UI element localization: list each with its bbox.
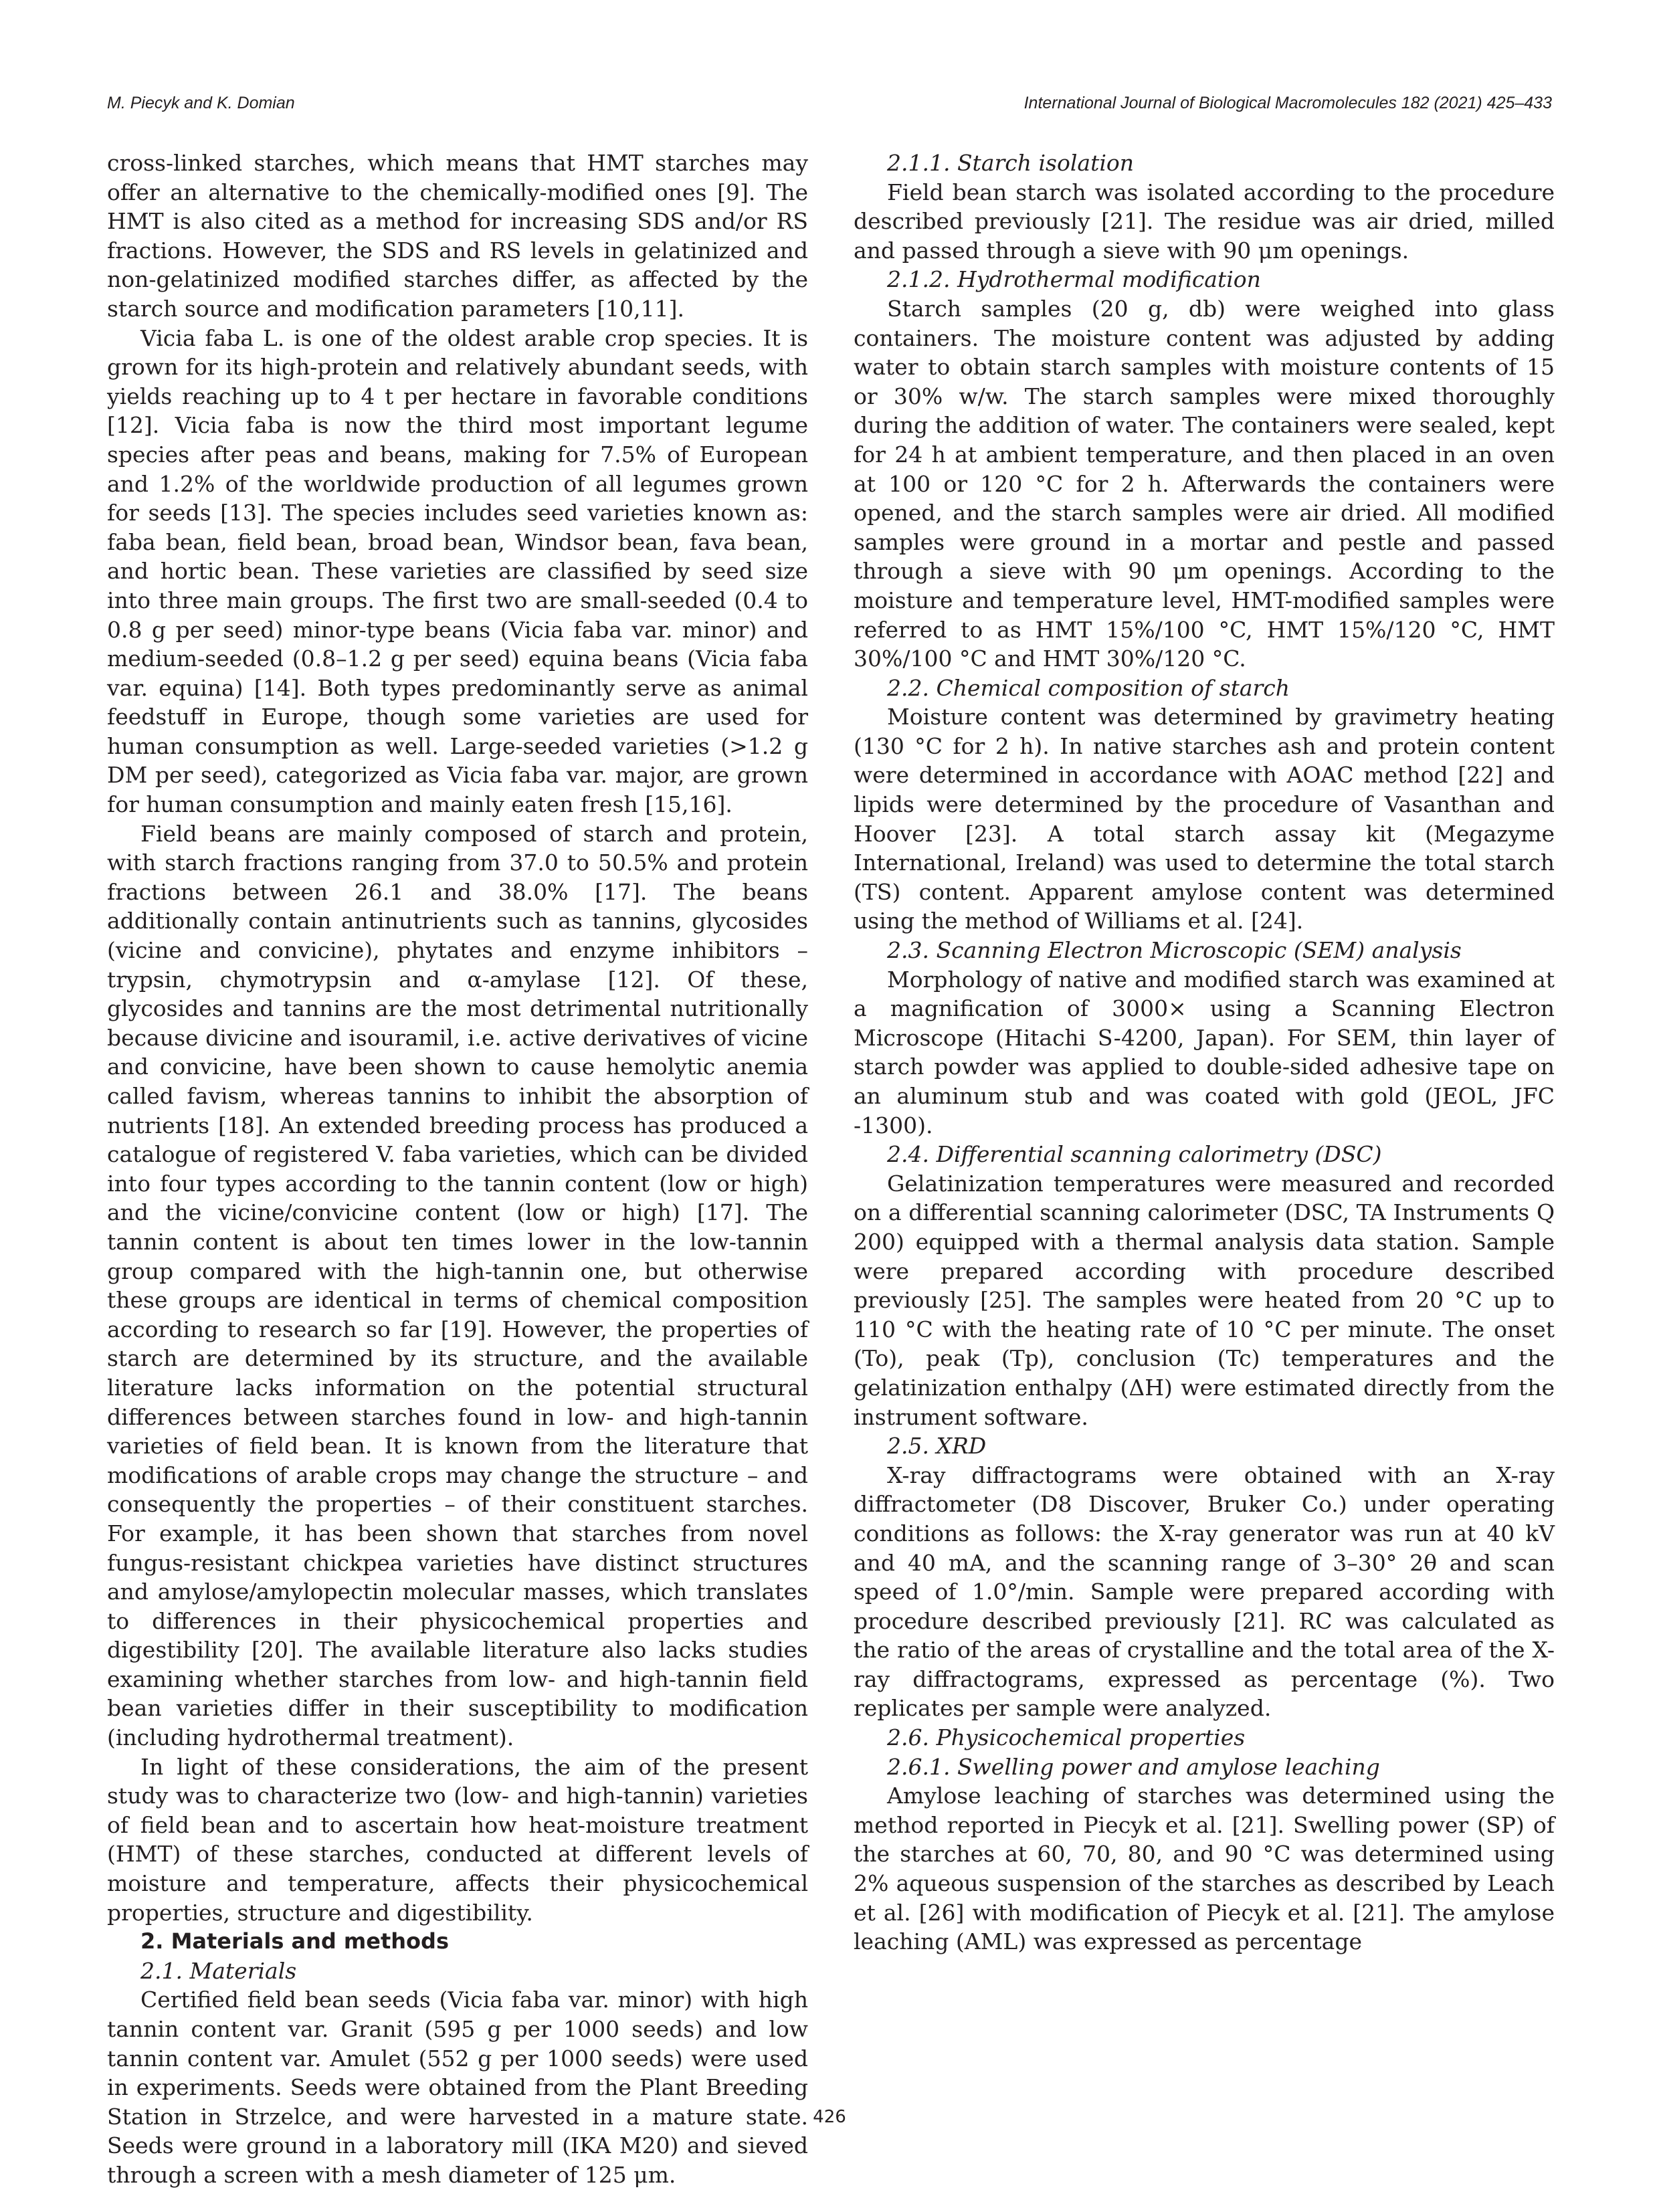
subsubsection-heading: 2.1.2. Hydrothermal modification: [887, 266, 1261, 293]
paragraph: Starch samples (20 g, db) were weighed into glass containers. The moisture content was adjusted by adding water to obtain starch samples with moisture contents of 15 or 30% w/w. The starch samples were mixed thoroughly during the addition of water. The containers were sealed, kept for 24 h at ambient temperature, and then placed in an oven at 100 or 120 °C for 2 h. Afterwards the containers were opened, and the starch samples were air dried. All modified samples were ground in a mortar and pestle and passed through a sieve with 90 μm openings. According to the moisture and temperature level, HMT-modified samples were referred to as HMT 15%/100 °C, HMT 15%/120 °C, HMT 30%/100 °C and HMT 30%/120 °C.: [854, 295, 1555, 672]
subsection-heading: 2.1. Materials: [140, 1957, 297, 1984]
paragraph: Moisture content was determined by gravimetry heating (130 °C for 2 h). In native starches ash and protein content were determined in accordance with AOAC method [22] and lipids were determined by the procedure of Vasanthan and Hoover [23]. A total starch assay kit (Megazyme International, Ireland) was used to determine the total starch (TS) content. Apparent amylose content was determined using the method of Williams et al. [24].: [854, 704, 1555, 934]
paragraph: Gelatinization temperatures were measured and recorded on a differential scanning calorimeter (DSC, TA Instruments Q 200) equipped with a thermal analysis data station. Sample were prepared according with procedure described previously [25]. The samples were heated from 20 °C up to 110 °C with the heating rate of 10 °C per minute. The onset (To), peak (Tp), conclusion (Tc) temperatures and the gelatinization enthalpy (ΔH) were estimated directly from the instrument software.: [854, 1170, 1555, 1430]
paragraph: Amylose leaching of starches was determined using the method reported in Piecyk et al. [21]. Swelling power (SP) of the starches at 60, 70, 80, and 90 °C was determined using 2% aqueous suspension of the starches as described by Leach et al. [26] with modification of Piecyk et al. [21]. The amylose leaching (AML) was expressed as percentage: [854, 1783, 1555, 1955]
right-column: [854, 148, 1555, 1956]
paragraph: Field beans are mainly composed of starch and protein, with starch fractions ranging from 37.0 to 50.5% and protein fractions between 26.1 and 38.0% [17]. The beans additionally contain antinutrients such as tannins, glycosides (vicine and convicine), phytates and enzyme inhibitors – trypsin, chymotrypsin and α-amylase [12]. Of these, glycosides and tannins are the most detrimental nutritionally because divicine and isouramil, i.e. active derivatives of vicine and convicine, have been shown to cause hemolytic anemia called favism, whereas tannins to inhibit the absorption of nutrients [18]. An extended breeding process has produced a catalogue of registered V. faba varieties, which can be divided into four types according to the tannin content (low or high) and the vicine/convicine content (low or high) [17]. The tannin content is about ten times lower in the low-tannin group compared with the high-tannin one, but otherwise these groups are identical in terms of chemical composition according to research so far [19]. However, the properties of starch are determined by its structure, and the available literature lacks information on the potential structural differences between starches found in low- and high-tannin varieties of field bean. It is known from the literature that modifications of arable crops may change the structure – and consequently the properties – of their constituent starches. For example, it has been shown that starches from novel fungus-resistant chickpea varieties have distinct structures and amylose/amylopectin molecular masses, which translates to differences in their physicochemical properties and digestibility [20]. The available literature also lacks studies examining whether starches from low- and high-tannin field bean varieties differ in their susceptibility to modification (including hydrothermal treatment).: [107, 820, 808, 1751]
subsection-heading: 2.3. Scanning Electron Microscopic (SEM) analysis: [887, 937, 1462, 964]
subsection-heading: 2.4. Differential scanning calorimetry (DSC): [887, 1141, 1382, 1168]
header-journal: International Journal of Biological Macromolecules 182 (2021) 425–433: [1023, 94, 1552, 112]
paragraph: Morphology of native and modified starch was examined at a magnification of 3000× using a Scanning Electron Microscope (Hitachi S-4200, Japan). For SEM, thin layer of starch powder was applied to double-sided adhesive tape on an aluminum stub and was coated with gold (JEOL, JFC -1300).: [854, 966, 1555, 1138]
paragraph: Vicia faba L. is one of the oldest arable crop species. It is grown for its high-protein and relatively abundant seeds, with yields reaching up to 4 t per hectare in favorable conditions [12]. Vicia faba is now the third most important legume species after peas and beans, making for 7.5% of European and 1.2% of the worldwide production of all legumes grown for seeds [13]. The species includes seed varieties known as: faba bean, field bean, broad bean, Windsor bean, fava bean, and hortic bean. These varieties are classified by seed size into three main groups. The first two are small-seeded (0.4 to 0.8 g per seed) minor-type beans (Vicia faba var. minor) and medium-seeded (0.8–1.2 g per seed) equina beans (Vicia faba var. equina) [14]. Both types predominantly serve as animal feedstuff in Europe, though some varieties are used for human consumption as well. Large-seeded varieties (>1.2 g DM per seed), categorized as Vicia faba var. major, are grown for human consumption and mainly eaten fresh [15,16].: [107, 324, 808, 818]
subsection-heading: 2.2. Chemical composition of starch: [887, 674, 1290, 701]
subsubsection-heading: 2.1.1. Starch isolation: [887, 150, 1135, 176]
paragraph: X-ray diffractograms were obtained with an X-ray diffractometer (D8 Discover, Bruker Co.) under operating conditions as follows: the X-ray generator was run at 40 kV and 40 mA, and the scanning range of 3–30° 2θ and scan speed of 1.0°/min. Sample were prepared according with procedure described previously [21]. RC was calculated as the ratio of the areas of crystalline and the total area of the X-ray diffractograms, expressed as percentage (%). Two replicates per sample were analyzed.: [854, 1462, 1555, 1722]
subsubsection-heading: 2.6.1. Swelling power and amylose leaching: [887, 1753, 1380, 1780]
subsection-heading: 2.6. Physicochemical properties: [887, 1724, 1246, 1751]
left-column: [107, 148, 808, 2190]
paragraph: cross-linked starches, which means that HMT starches may offer an alternative to the chemically-modified ones [9]. The HMT is also cited as a method for increasing SDS and/or RS fractions. However, the SDS and RS levels in gelatinized and non-gelatinized modified starches differ, as affected by the starch source and modification parameters [10,11].: [107, 150, 808, 322]
running-header: [107, 94, 1552, 120]
page-number: 426: [813, 2107, 846, 2127]
section-heading: 2. Materials and methods: [140, 1928, 449, 1954]
paragraph: Field bean starch was isolated according to the procedure described previously [21]. The residue was air dried, milled and passed through a sieve with 90 μm openings.: [854, 179, 1555, 264]
header-authors: M. Piecyk and K. Domian: [107, 94, 295, 112]
paragraph: In light of these considerations, the aim of the present study was to characterize two (low- and high-tannin) varieties of field bean and to ascertain how heat-moisture treatment (HMT) of these starches, conducted at different levels of moisture and temperature, affects their physicochemical properties, structure and digestibility.: [107, 1753, 808, 1926]
subsection-heading: 2.5. XRD: [887, 1433, 987, 1460]
paragraph: Certified field bean seeds (Vicia faba var. minor) with high tannin content var. Granit (595 g per 1000 seeds) and low tannin content var. Amulet (552 g per 1000 seeds) were used in experiments. Seeds were obtained from the Plant Breeding Station in Strzelce, and were harvested in a mature state. Seeds were ground in a laboratory mill (IKA M20) and sieved through a screen with a mesh diameter of 125 μm.: [107, 1987, 808, 2188]
